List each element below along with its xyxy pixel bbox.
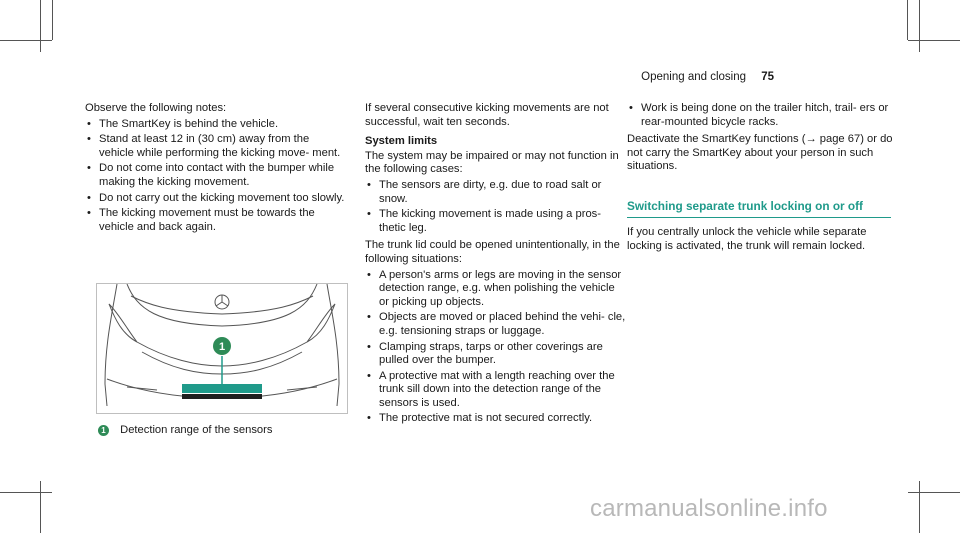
crop-mark [0,492,52,493]
list-item: • Objects are moved or placed behind the vehi- cle, e.g. tensioning straps or luggage. [365,311,627,338]
crop-mark [40,0,41,52]
caption-text: Detection range of the sensors [120,424,273,436]
crop-mark [919,481,920,533]
section-name: Opening and closing [641,71,746,83]
list-item: • Work is being done on the trailer hitch, trail- ers or rear-mounted bicycle racks. [627,102,895,129]
column-1 [85,102,345,238]
unintent-list [365,269,627,427]
list-item: • The SmartKey is behind the vehicle. [85,118,345,132]
continued-list [627,102,895,129]
callout-number: 1 [218,341,226,353]
column-3 [627,102,895,176]
list-item: • Do not come into contact with the bumper while making the kicking movement. [85,162,345,189]
list-item: • A person's arms or legs are moving in the sensor detection range, e.g. when polishing the vehicle or picking up objects. [365,269,627,310]
page-header [641,71,774,85]
crop-mark [40,481,41,533]
limits-list [365,179,627,235]
crop-mark [908,40,960,41]
crop-mark [919,0,920,52]
page-number: 75 [761,71,774,83]
crop-mark [0,40,52,41]
list-item: • The sensors are dirty, e.g. due to road salt or snow. [365,179,627,206]
sensor-range-upper [182,384,262,393]
crop-mark [907,0,908,40]
notes-intro: Observe the following notes: [85,102,227,114]
notes-list [85,118,345,235]
sensor-strip [182,394,262,399]
crop-mark [52,0,53,40]
paragraph: If several consecutive kicking movements are not successful, wait ten seconds. [365,102,609,128]
vehicle-rear-illustration [96,283,348,414]
list-item: • Stand at least 12 in (30 cm) away from the vehicle while performing the kicking move- ment. [85,133,345,160]
section-body: If you centrally unlock the vehicle while separate locking is activated, the trunk will remain locked. [627,226,867,252]
list-item: • The kicking movement must be towards the vehicle and back again. [85,207,345,234]
system-limits-heading: System limits [365,135,438,148]
column-2 [365,102,627,430]
paragraph: The trunk lid could be opened unintentionally, in the following situations: [365,239,620,265]
list-item: • The protective mat is not secured correctly. [365,412,627,426]
paragraph: The system may be impaired or may not function in the following cases: [365,149,619,176]
list-item: • A protective mat with a length reaching over the trunk sill down into the detection range of the sensors is used. [365,370,627,411]
car-rear-drawing [97,284,347,413]
watermark: carmanualsonline.info [590,495,828,522]
list-item: • Do not carry out the kicking movement too slowly. [85,192,345,206]
list-item: • The kicking movement is made using a pros- thetic leg. [365,208,627,235]
deactivate-paragraph: Deactivate the SmartKey functions (→ page 67) or do not carry the SmartKey about your person in such situations. [627,133,893,173]
caption-badge: 1 [98,425,109,436]
crop-mark [908,492,960,493]
list-item: • Clamping straps, tarps or other coverings are pulled over the bumper. [365,341,627,368]
figure-caption [98,424,272,438]
section-heading: Switching separate trunk locking on or off [627,200,891,218]
